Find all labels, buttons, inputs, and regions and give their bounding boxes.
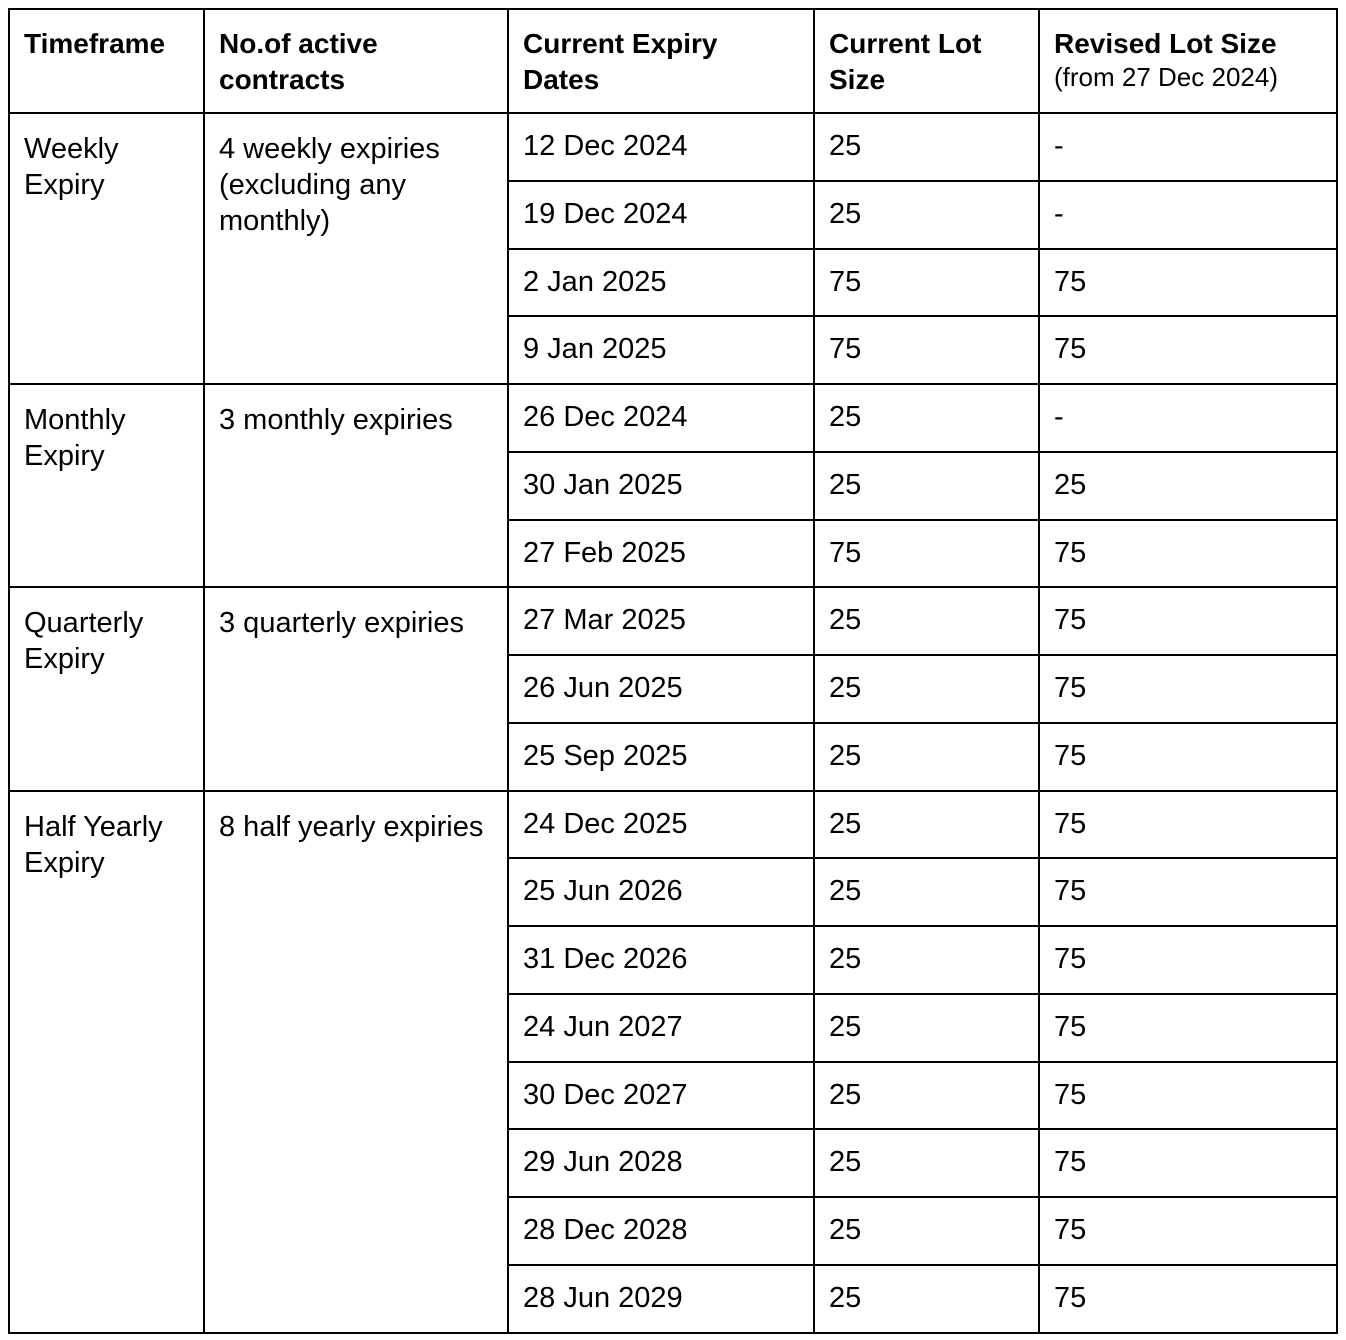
revised-lot-size-cell: 75 xyxy=(1039,926,1337,994)
expiry-date-cell: 25 Sep 2025 xyxy=(508,723,814,791)
revised-lot-size-cell: 25 xyxy=(1039,452,1337,520)
expiry-date-cell: 24 Dec 2025 xyxy=(508,791,814,859)
table-row xyxy=(9,587,1337,655)
current-lot-size-cell: 25 xyxy=(814,587,1039,655)
revised-lot-size-cell: 75 xyxy=(1039,1129,1337,1197)
revised-lot-size-cell: 75 xyxy=(1039,858,1337,926)
revised-lot-size-cell: 75 xyxy=(1039,249,1337,317)
current-lot-size-cell: 25 xyxy=(814,1265,1039,1333)
current-lot-size-cell: 25 xyxy=(814,1062,1039,1130)
expiry-date-cell: 31 Dec 2026 xyxy=(508,926,814,994)
revised-lot-size-cell: - xyxy=(1039,113,1337,181)
timeframe-cell: Quarterly Expiry xyxy=(9,587,204,790)
header-current-lot-size-label: Current Lot Size xyxy=(829,28,982,95)
expiry-date-cell: 27 Feb 2025 xyxy=(508,520,814,588)
expiry-date-cell: 28 Dec 2028 xyxy=(508,1197,814,1265)
header-revised-lot-size-label: Revised Lot Size xyxy=(1054,28,1277,59)
current-lot-size-cell: 25 xyxy=(814,452,1039,520)
expiry-date-cell: 2 Jan 2025 xyxy=(508,249,814,317)
current-lot-size-cell: 25 xyxy=(814,1129,1039,1197)
revised-lot-size-cell: 75 xyxy=(1039,994,1337,1062)
header-active-contracts xyxy=(204,9,508,113)
revised-lot-size-cell: 75 xyxy=(1039,791,1337,859)
revised-lot-size-cell: 75 xyxy=(1039,655,1337,723)
table-row xyxy=(9,384,1337,452)
current-lot-size-cell: 25 xyxy=(814,384,1039,452)
table-row xyxy=(9,113,1337,181)
current-lot-size-cell: 25 xyxy=(814,791,1039,859)
expiry-date-cell: 29 Jun 2028 xyxy=(508,1129,814,1197)
expiry-date-cell: 25 Jun 2026 xyxy=(508,858,814,926)
expiry-date-cell: 30 Jan 2025 xyxy=(508,452,814,520)
revised-lot-size-cell: 75 xyxy=(1039,1265,1337,1333)
current-lot-size-cell: 75 xyxy=(814,520,1039,588)
header-timeframe-label: Timeframe xyxy=(24,28,166,59)
header-row xyxy=(9,9,1337,113)
header-active-contracts-label: No.of active contracts xyxy=(219,28,378,95)
revised-lot-size-cell: - xyxy=(1039,384,1337,452)
header-revised-lot-size xyxy=(1039,9,1337,113)
current-lot-size-cell: 75 xyxy=(814,249,1039,317)
expiry-date-cell: 19 Dec 2024 xyxy=(508,181,814,249)
revised-lot-size-cell: 75 xyxy=(1039,316,1337,384)
current-lot-size-cell: 25 xyxy=(814,181,1039,249)
revised-lot-size-cell: 75 xyxy=(1039,1062,1337,1130)
header-current-expiry-dates xyxy=(508,9,814,113)
header-current-expiry-dates-label: Current Expiry Dates xyxy=(523,28,718,95)
header-current-lot-size xyxy=(814,9,1039,113)
timeframe-cell: Weekly Expiry xyxy=(9,113,204,384)
current-lot-size-cell: 25 xyxy=(814,1197,1039,1265)
table-row xyxy=(9,791,1337,859)
revised-lot-size-cell: 75 xyxy=(1039,520,1337,588)
expiry-date-cell: 26 Jun 2025 xyxy=(508,655,814,723)
current-lot-size-cell: 25 xyxy=(814,858,1039,926)
revised-lot-size-cell: 75 xyxy=(1039,1197,1337,1265)
active-contracts-cell: 4 weekly expiries (excluding any monthly) xyxy=(204,113,508,384)
current-lot-size-cell: 25 xyxy=(814,994,1039,1062)
header-revised-lot-size-note: (from 27 Dec 2024) xyxy=(1054,62,1278,92)
expiry-date-cell: 27 Mar 2025 xyxy=(508,587,814,655)
current-lot-size-cell: 25 xyxy=(814,113,1039,181)
expiry-date-cell: 26 Dec 2024 xyxy=(508,384,814,452)
revised-lot-size-cell: 75 xyxy=(1039,723,1337,791)
active-contracts-cell: 3 monthly expiries xyxy=(204,384,508,587)
current-lot-size-cell: 25 xyxy=(814,655,1039,723)
revised-lot-size-cell: 75 xyxy=(1039,587,1337,655)
timeframe-cell: Monthly Expiry xyxy=(9,384,204,587)
expiry-date-cell: 28 Jun 2029 xyxy=(508,1265,814,1333)
timeframe-cell: Half Yearly Expiry xyxy=(9,791,204,1333)
header-timeframe xyxy=(9,9,204,113)
current-lot-size-cell: 75 xyxy=(814,316,1039,384)
revised-lot-size-cell: - xyxy=(1039,181,1337,249)
expiry-date-cell: 24 Jun 2027 xyxy=(508,994,814,1062)
expiry-date-cell: 9 Jan 2025 xyxy=(508,316,814,384)
expiry-date-cell: 30 Dec 2027 xyxy=(508,1062,814,1130)
current-lot-size-cell: 25 xyxy=(814,926,1039,994)
active-contracts-cell: 8 half yearly expiries xyxy=(204,791,508,1333)
table-body xyxy=(9,113,1337,1333)
current-lot-size-cell: 25 xyxy=(814,723,1039,791)
expiry-date-cell: 12 Dec 2024 xyxy=(508,113,814,181)
lot-size-table xyxy=(8,8,1338,1334)
active-contracts-cell: 3 quarterly expiries xyxy=(204,587,508,790)
